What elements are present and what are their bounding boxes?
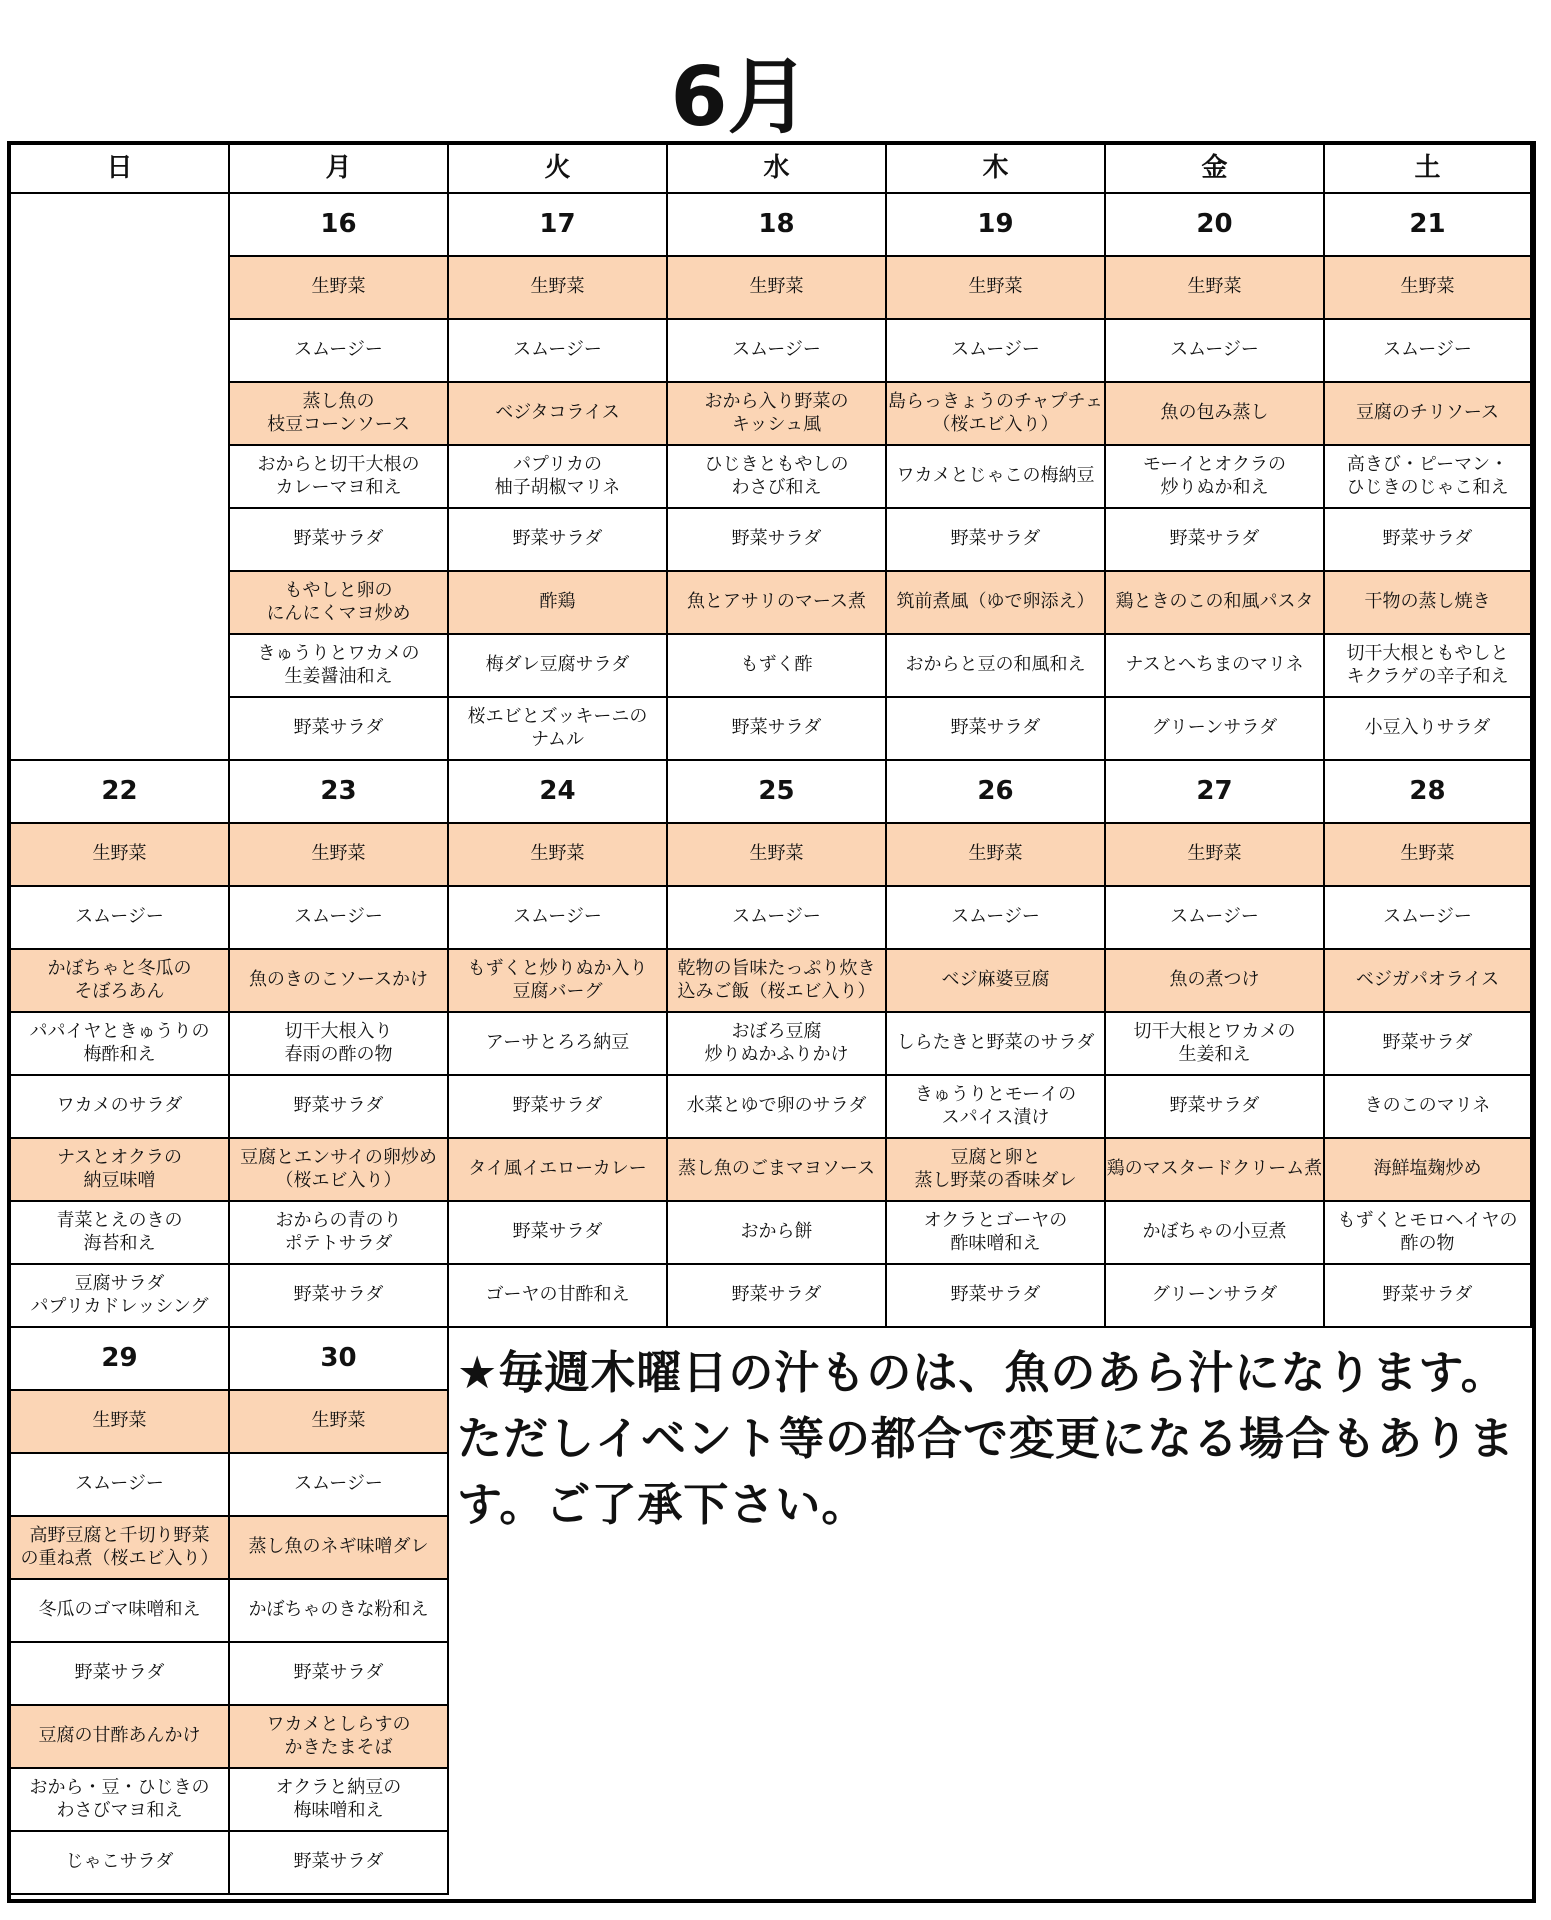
- menu-item: ワカメのサラダ: [11, 1076, 230, 1139]
- menu-item: 切干大根ともやしと キクラゲの辛子和え: [1325, 635, 1532, 698]
- menu-item: 野菜サラダ: [230, 698, 449, 761]
- menu-calendar: [7, 141, 1536, 1903]
- menu-item: かぼちゃの小豆煮: [1106, 1202, 1325, 1265]
- menu-item: パパイヤときゅうりの 梅酢和え: [11, 1013, 230, 1076]
- menu-item: 野菜サラダ: [887, 509, 1106, 572]
- day-date: 30: [230, 1328, 449, 1391]
- weekday-header: 土: [1325, 145, 1532, 194]
- day-date: 16: [230, 194, 449, 257]
- menu-item: 魚の包み蒸し: [1106, 383, 1325, 446]
- menu-item: スムージー: [230, 887, 449, 950]
- day-date: 17: [449, 194, 668, 257]
- menu-item: 生野菜: [11, 1391, 230, 1454]
- menu-item: 生野菜: [230, 824, 449, 887]
- menu-item: 小豆入りサラダ: [1325, 698, 1532, 761]
- menu-item: おぼろ豆腐 炒りぬかふりかけ: [668, 1013, 887, 1076]
- menu-item: おから入り野菜の キッシュ風: [668, 383, 887, 446]
- day-date: 24: [449, 761, 668, 824]
- menu-item: 鶏のマスタードクリーム煮: [1106, 1139, 1325, 1202]
- menu-item: 野菜サラダ: [1325, 1013, 1532, 1076]
- menu-item: スムージー: [1325, 320, 1532, 383]
- menu-item: 水菜とゆで卵のサラダ: [668, 1076, 887, 1139]
- weekday-header: 金: [1106, 145, 1325, 194]
- menu-item: スムージー: [449, 320, 668, 383]
- menu-item: 生野菜: [1106, 824, 1325, 887]
- menu-item: 魚のきのこソースかけ: [230, 950, 449, 1013]
- menu-item: しらたきと野菜のサラダ: [887, 1013, 1106, 1076]
- menu-item: 生野菜: [1106, 257, 1325, 320]
- menu-item: おから・豆・ひじきの わさびマヨ和え: [11, 1769, 230, 1832]
- menu-item: かぼちゃと冬瓜の そぼろあん: [11, 950, 230, 1013]
- menu-item: 高野豆腐と千切り野菜 の重ね煮（桜エビ入り）: [11, 1517, 230, 1580]
- menu-item: スムージー: [1106, 887, 1325, 950]
- menu-item: パプリカの 柚子胡椒マリネ: [449, 446, 668, 509]
- day-date: 25: [668, 761, 887, 824]
- day-date: 26: [887, 761, 1106, 824]
- menu-item: 野菜サラダ: [1106, 509, 1325, 572]
- menu-item: きのこのマリネ: [1325, 1076, 1532, 1139]
- day-date: 18: [668, 194, 887, 257]
- weekday-header: 月: [230, 145, 449, 194]
- day-date: 29: [11, 1328, 230, 1391]
- menu-item: ベジタコライス: [449, 383, 668, 446]
- menu-item: 切干大根とワカメの 生姜和え: [1106, 1013, 1325, 1076]
- day-date: 19: [887, 194, 1106, 257]
- menu-item: 野菜サラダ: [230, 1832, 449, 1895]
- menu-item: ベジ麻婆豆腐: [887, 950, 1106, 1013]
- menu-item: ナスとオクラの 納豆味噌: [11, 1139, 230, 1202]
- menu-item: スムージー: [11, 1454, 230, 1517]
- menu-item: 野菜サラダ: [11, 1643, 230, 1706]
- day-date: 23: [230, 761, 449, 824]
- menu-item: 野菜サラダ: [1325, 509, 1532, 572]
- menu-item: スムージー: [1106, 320, 1325, 383]
- menu-item: 鶏ときのこの和風パスタ: [1106, 572, 1325, 635]
- menu-item: 生野菜: [449, 824, 668, 887]
- menu-item: スムージー: [668, 887, 887, 950]
- menu-item: ワカメとじゃこの梅納豆: [887, 446, 1106, 509]
- menu-item: もずくと炒りぬか入り 豆腐バーグ: [449, 950, 668, 1013]
- menu-item: 野菜サラダ: [1325, 1265, 1532, 1328]
- menu-item: もずくとモロヘイヤの 酢の物: [1325, 1202, 1532, 1265]
- weekday-header: 水: [668, 145, 887, 194]
- menu-item: 野菜サラダ: [449, 1076, 668, 1139]
- menu-item: グリーンサラダ: [1106, 698, 1325, 761]
- menu-item: 野菜サラダ: [230, 1076, 449, 1139]
- menu-item: スムージー: [11, 887, 230, 950]
- menu-item: おからと豆の和風和え: [887, 635, 1106, 698]
- menu-item: 生野菜: [449, 257, 668, 320]
- menu-item: 蒸し魚の 枝豆コーンソース: [230, 383, 449, 446]
- menu-item: スムージー: [230, 320, 449, 383]
- day-date: 27: [1106, 761, 1325, 824]
- menu-item: ベジガパオライス: [1325, 950, 1532, 1013]
- menu-item: 魚の煮つけ: [1106, 950, 1325, 1013]
- menu-item: おからの青のり ポテトサラダ: [230, 1202, 449, 1265]
- menu-item: 豆腐と卵と 蒸し野菜の香味ダレ: [887, 1139, 1106, 1202]
- menu-item: 野菜サラダ: [887, 698, 1106, 761]
- menu-item: 生野菜: [1325, 824, 1532, 887]
- empty-day: [11, 194, 230, 761]
- menu-item: 蒸し魚のネギ味噌ダレ: [230, 1517, 449, 1580]
- menu-item: もやしと卵の にんにくマヨ炒め: [230, 572, 449, 635]
- menu-item: 酢鶏: [449, 572, 668, 635]
- menu-item: 野菜サラダ: [668, 509, 887, 572]
- day-date: 28: [1325, 761, 1532, 824]
- menu-item: ゴーヤの甘酢和え: [449, 1265, 668, 1328]
- menu-item: オクラとゴーヤの 酢味噌和え: [887, 1202, 1106, 1265]
- menu-item: タイ風イエローカレー: [449, 1139, 668, 1202]
- menu-item: きゅうりとワカメの 生姜醤油和え: [230, 635, 449, 698]
- menu-item: ワカメとしらすの かきたまそば: [230, 1706, 449, 1769]
- menu-item: 豆腐の甘酢あんかけ: [11, 1706, 230, 1769]
- menu-item: じゃこサラダ: [11, 1832, 230, 1895]
- menu-item: 冬瓜のゴマ味噌和え: [11, 1580, 230, 1643]
- menu-item: おから餅: [668, 1202, 887, 1265]
- day-date: 21: [1325, 194, 1532, 257]
- menu-item: スムージー: [449, 887, 668, 950]
- menu-item: ひじきともやしの わさび和え: [668, 446, 887, 509]
- menu-item: オクラと納豆の 梅味噌和え: [230, 1769, 449, 1832]
- page-title: 6月: [670, 50, 810, 145]
- weekday-header: 木: [887, 145, 1106, 194]
- menu-item: 野菜サラダ: [668, 698, 887, 761]
- menu-item: 島らっきょうのチャプチェ （桜エビ入り）: [887, 383, 1106, 446]
- weekday-header: 火: [449, 145, 668, 194]
- menu-item: 野菜サラダ: [668, 1265, 887, 1328]
- menu-item: 生野菜: [230, 257, 449, 320]
- menu-item: 野菜サラダ: [449, 509, 668, 572]
- menu-item: おからと切干大根の カレーマヨ和え: [230, 446, 449, 509]
- menu-item: グリーンサラダ: [1106, 1265, 1325, 1328]
- menu-item: 生野菜: [887, 257, 1106, 320]
- menu-item: 乾物の旨味たっぷり炊き 込みご飯（桜エビ入り）: [668, 950, 887, 1013]
- menu-item: 筑前煮風（ゆで卵添え）: [887, 572, 1106, 635]
- menu-item: 青菜とえのきの 海苔和え: [11, 1202, 230, 1265]
- menu-item: 生野菜: [11, 824, 230, 887]
- menu-item: 豆腐のチリソース: [1325, 383, 1532, 446]
- menu-item: もずく酢: [668, 635, 887, 698]
- menu-item: 豆腐サラダ パプリカドレッシング: [11, 1265, 230, 1328]
- menu-item: モーイとオクラの 炒りぬか和え: [1106, 446, 1325, 509]
- menu-item: 切干大根入り 春雨の酢の物: [230, 1013, 449, 1076]
- menu-item: 高きび・ピーマン・ ひじきのじゃこ和え: [1325, 446, 1532, 509]
- menu-item: スムージー: [230, 1454, 449, 1517]
- menu-item: スムージー: [1325, 887, 1532, 950]
- menu-item: 生野菜: [668, 257, 887, 320]
- menu-item: 生野菜: [1325, 257, 1532, 320]
- menu-item: 野菜サラダ: [1106, 1076, 1325, 1139]
- menu-item: 生野菜: [668, 824, 887, 887]
- menu-item: ナスとへちまのマリネ: [1106, 635, 1325, 698]
- menu-item: きゅうりとモーイの スパイス漬け: [887, 1076, 1106, 1139]
- menu-item: 生野菜: [230, 1391, 449, 1454]
- menu-item: スムージー: [887, 320, 1106, 383]
- menu-item: スムージー: [887, 887, 1106, 950]
- menu-item: 野菜サラダ: [230, 1265, 449, 1328]
- menu-item: 魚とアサリのマース煮: [668, 572, 887, 635]
- day-date: 20: [1106, 194, 1325, 257]
- menu-item: スムージー: [668, 320, 887, 383]
- day-date: 22: [11, 761, 230, 824]
- menu-item: 野菜サラダ: [449, 1202, 668, 1265]
- menu-item: かぼちゃのきな粉和え: [230, 1580, 449, 1643]
- menu-item: 豆腐とエンサイの卵炒め （桜エビ入り）: [230, 1139, 449, 1202]
- notice-text: ★毎週木曜日の汁ものは、魚のあら汁になります。ただしイベント等の都合で変更になる場合もあります。ご了承下さい。: [457, 1346, 1516, 1531]
- menu-item: 干物の蒸し焼き: [1325, 572, 1532, 635]
- menu-item: 野菜サラダ: [887, 1265, 1106, 1328]
- menu-item: 野菜サラダ: [230, 1643, 449, 1706]
- weekday-header: 日: [11, 145, 230, 194]
- menu-item: 野菜サラダ: [230, 509, 449, 572]
- menu-item: 生野菜: [887, 824, 1106, 887]
- menu-item: 海鮮塩麹炒め: [1325, 1139, 1532, 1202]
- menu-item: 蒸し魚のごまマヨソース: [668, 1139, 887, 1202]
- menu-item: アーサとろろ納豆: [449, 1013, 668, 1076]
- menu-item: 梅ダレ豆腐サラダ: [449, 635, 668, 698]
- menu-item: 桜エビとズッキーニの ナムル: [449, 698, 668, 761]
